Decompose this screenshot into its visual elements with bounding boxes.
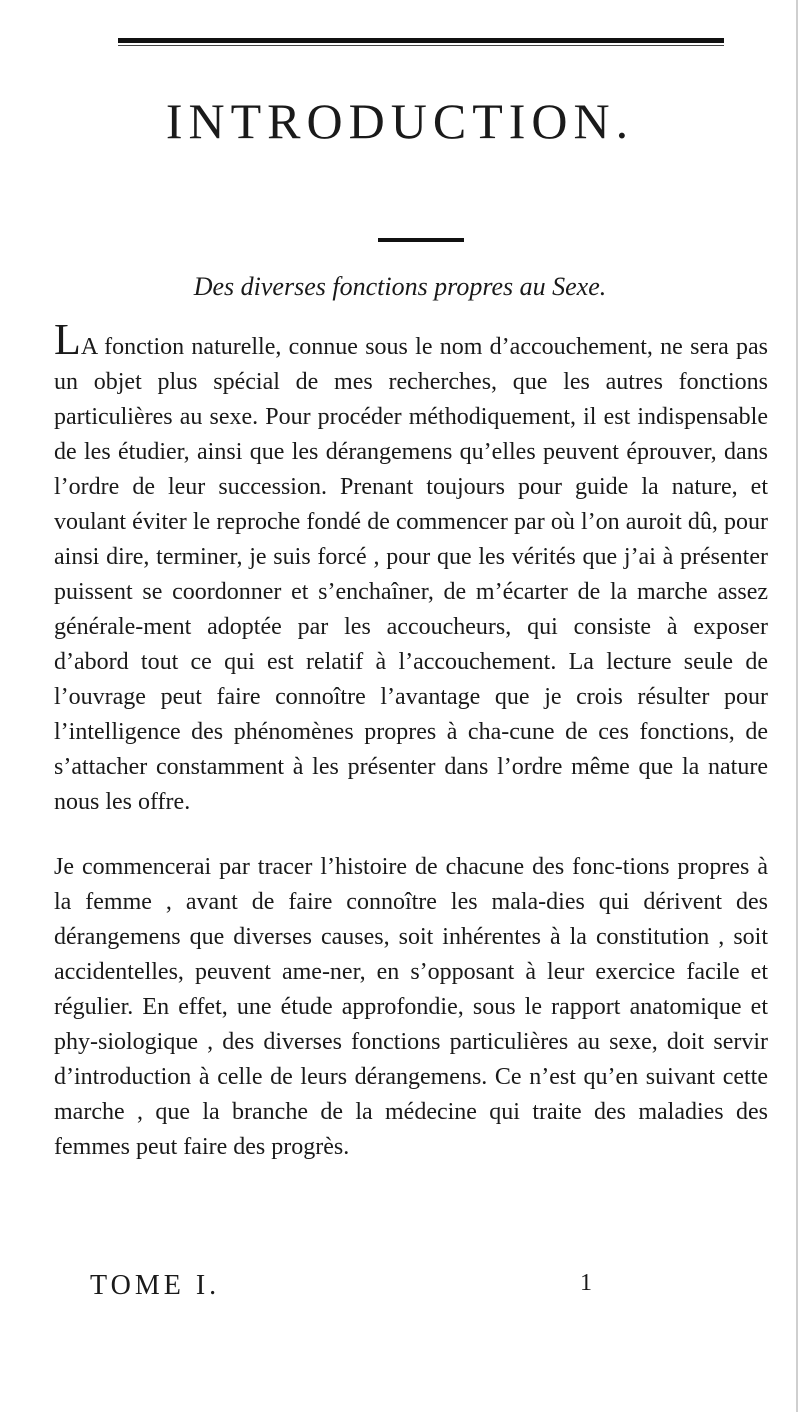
paragraph-1 [54, 315, 768, 820]
section-subtitle: Des diverses fonctions propres au Sexe. [193, 272, 607, 301]
page-edge [796, 0, 798, 1412]
paragraph-2: Je commencerai par tracer l’histoire de chacune des fonc-tions propres à la femme , avant de faire connoître les mala-dies qui dérivent des dérangemens que diverses causes, soit inhérentes à la constitution , soit accidentelles, peuvent ame-ner, en s’opposant à leur exercice facile et régulier. En effet, une étude approfondie, sous le rapport anatomique et phy-siologique , des diverses fonctions particulières au sexe, doit servir d’introduction à celle de leurs dérangemens. Ce n’est qu’en suivant cette marche , que la branche de la médecine qui traite des maladies des femmes peut faire des progrès. [54, 854, 768, 1160]
volume-label: TOME I. [90, 1270, 221, 1301]
top-rule-thin [118, 45, 724, 46]
drop-cap: L [54, 315, 81, 364]
page-footer [90, 1270, 770, 1302]
chapter-heading: INTRODUCTION. [165, 93, 635, 149]
top-rule [118, 38, 724, 43]
paragraph-1-text: A fonction naturelle, connue sous le nom d’accouchement, ne sera pas un objet plus spécial de mes recherches, que les autres fonctions particulières au sexe. Pour procéder méthodiquement, il est indispensable de les étudier, ainsi que les dérangemens qu’elles peuvent éprouver, dans l’ordre de leur succession. Prenant toujours pour guide la nature, et voulant éviter le reproche fondé de commencer par où l’on auroit dû, pour ainsi dire, terminer, je suis forcé , pour que les vérités que j’ai à présenter puissent se coordonner et s’enchaîner, de m’écarter de la marche assez générale-ment adoptée par les accoucheurs, qui consiste à exposer d’abord tout ce qui est relatif à l’accouchement. La lecture seule de l’ouvrage peut faire connoître l’avantage que je crois résulter pour l’intelligence des phénomènes propres à cha-cune de ces fonctions, de s’attacher constamment à les présenter dans l’ordre même que la nature nous les offre. [54, 334, 768, 815]
heading-divider [378, 238, 464, 242]
signature-mark: 1 [580, 1270, 592, 1296]
body-text [54, 315, 768, 1165]
